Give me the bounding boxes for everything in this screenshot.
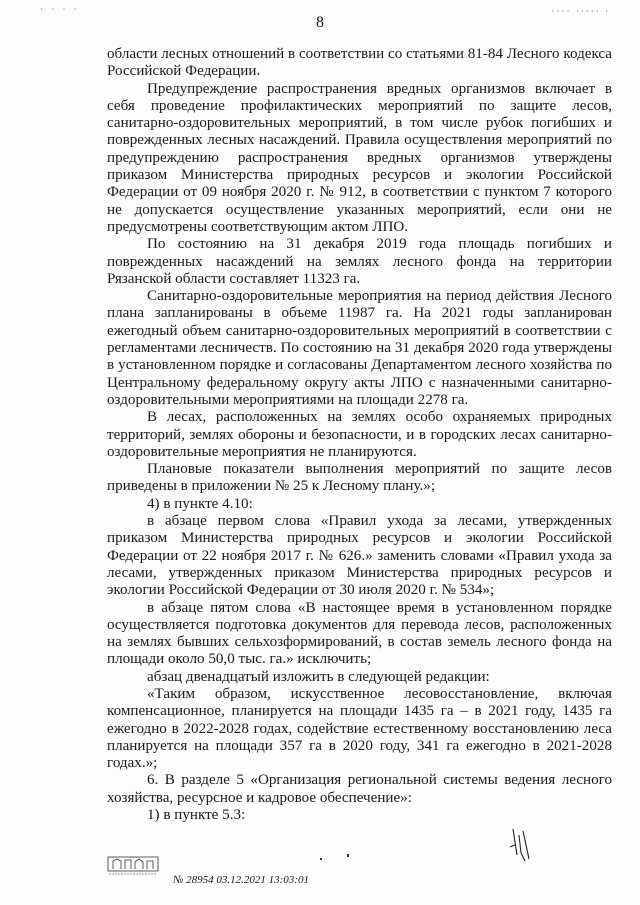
document-stamp-text: № 28954 03.12.2021 13:03:01 bbox=[173, 874, 309, 886]
signature-mark-icon bbox=[505, 825, 535, 865]
paragraph: В лесах, расположенных на землях особо охраняемых природных территорий, землях обороны и безопасности, и в городских лесах санитарно-оздоровительные мероприятия не планируются. bbox=[107, 409, 612, 460]
paragraph: 6. В разделе 5 «Организация региональной системы ведения лесного хозяйства, ресурсное и кадровое обеспечение»: bbox=[107, 772, 612, 806]
paragraph: области лесных отношений в соответствии со статьями 81-84 Лесного кодекса Российской Федерации. bbox=[107, 46, 612, 80]
scan-artifact: ···· ····· · bbox=[551, 6, 610, 16]
paragraph: 1) в пункте 5.3: bbox=[147, 807, 246, 824]
scan-artifact bbox=[320, 858, 322, 860]
scan-artifact bbox=[347, 854, 349, 857]
paragraph: По состоянию на 31 декабря 2019 года площадь погибших и поврежденных насаждений на землях лесного фонда на территории Рязанской области составляет 11323 га. bbox=[107, 236, 612, 287]
paragraph: абзац двенадцатый изложить в следующей редакции: bbox=[147, 668, 490, 685]
registry-stamp-icon bbox=[107, 855, 159, 877]
paragraph: в абзаце первом слова «Правил ухода за лесами, утвержденных приказом Министерства природных ресурсов и экологии Российской Федерации от 22 ноября 2017 г. № 626.» заменить словами «Правил ухода за лесами, утвержденных приказом Министерства природных ресурсов и экологии Российской Федерации от 30 июля 2020 г. № 534»; bbox=[107, 513, 612, 599]
page-number: 8 bbox=[316, 14, 324, 31]
paragraph: в абзаце пятом слова «В настоящее время в установленном порядке осуществляется подготовка документов для перевода лесов, расположенных на землях бывших сельхозформирований, в состав земель лесного фонда на площади около 50,0 тыс. га.» исключить; bbox=[107, 599, 612, 668]
document-body bbox=[107, 46, 612, 824]
paragraph: Санитарно-оздоровительные мероприятия на период действия Лесного плана запланированы в объеме 11987 га. На 2021 годы запланирован ежегодный объем санитарно-оздоровительных мероприятий в соответствии с регламентами лесничеств. По состоянию на 31 декабря 2020 года утверждены в установленном порядке и согласованы Департаментом лесного хозяйства по Центральному федеральному округу акты ЛПО с назначенными санитарно-оздоровительными мероприятиями на площади 2278 га. bbox=[107, 288, 612, 408]
paragraph: 4) в пункте 4.10: bbox=[147, 495, 253, 512]
paragraph: «Таким образом, искусственное лесовосстановление, включая компенсационное, планируется на площади 1435 га – в 2021 году, 1435 га ежегодно в 2022-2028 годах, содействие естественному восстановлению леса планируется на площади 357 га в 2020 году, 341 га ежегодно в 2021-2028 годах.»; bbox=[107, 685, 612, 772]
paragraph: Предупреждение распространения вредных организмов включает в себя проведение профилактических мероприятий по защите лесов, санитарно-оздоровительных мероприятий, в том числе рубок погибших и поврежденных лесных насаждений. Правила осуществления мероприятий по предупреждению распространения вредных организмов утверждены приказом Министерства природных ресурсов и экологии Российской Федерации от 09 ноября 2020 г. № 912, в соответствии с пунктом 7 которого не допускается осуществление указанных мероприятий, если они не предусмотрены соответствующим актом ЛПО. bbox=[107, 80, 612, 235]
scan-artifact: · · · · bbox=[40, 4, 80, 14]
paragraph: Плановые показатели выполнения мероприятий по защите лесов приведены в приложении № 25 к Лесному плану.»; bbox=[107, 461, 612, 495]
